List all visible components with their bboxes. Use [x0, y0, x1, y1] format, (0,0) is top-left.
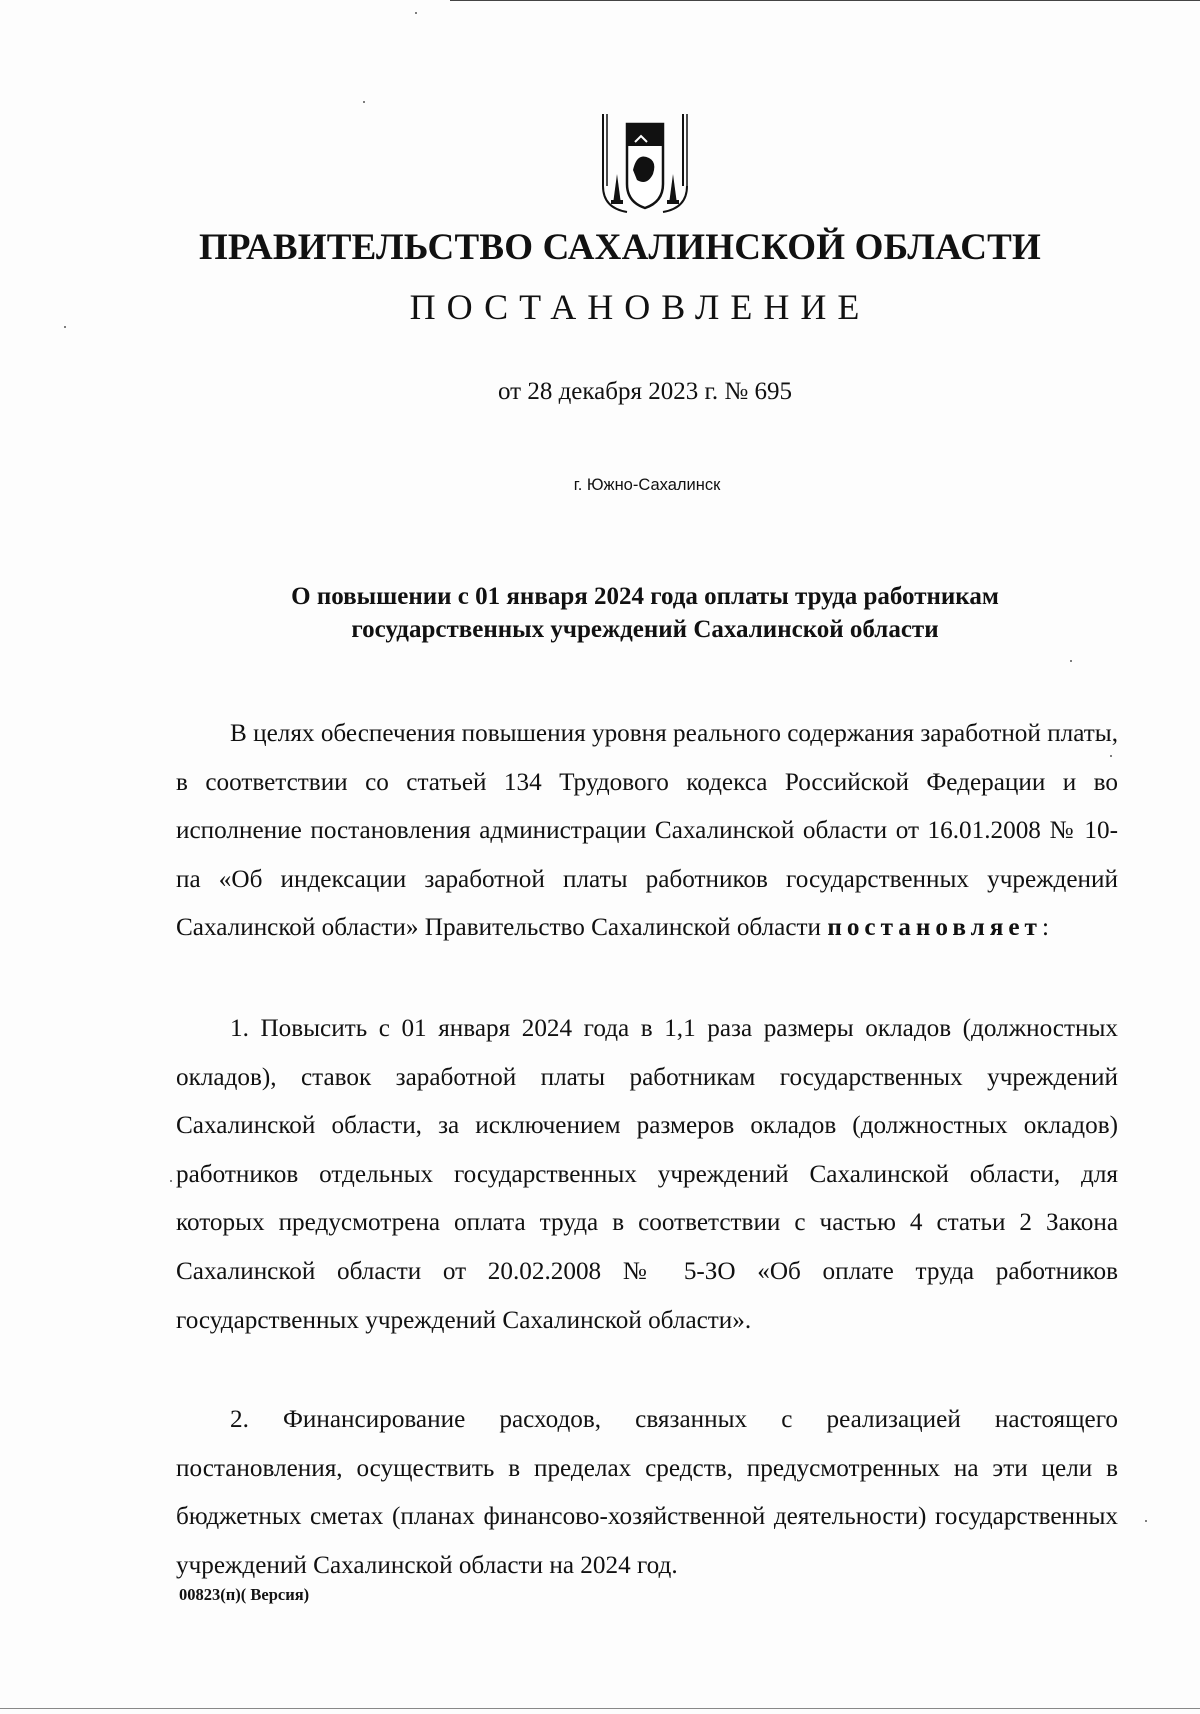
decree-word: постановляет: [827, 914, 1042, 942]
preamble-text: В целях обеспечения повышения уровня реального содержания заработной платы, в соответствии со статьей 134 Трудового кодекса Российской Федерации и во исполнение постановления администрации Сахалинской области от 16.01.2008 № 10-па «Об индексации заработной платы работников государственных учреждений Сахалинской области» Правительство Сахалинской области: [176, 720, 1118, 942]
preamble-paragraph: [176, 710, 1118, 953]
subject-line-2: государственных учреждений Сахалинской области: [351, 616, 939, 643]
item-2-paragraph: 2. Финансирование расходов, связанных с реализацией настоящего постановления, осуществить в пределах средств, предусмотренных на эти цели в бюджетных сметах (планах финансово-хозяйственной деятельности) государственных учреждений Сахалинской области на 2024 год.: [176, 1406, 1118, 1579]
scan-speck: [170, 1180, 172, 1182]
scan-speck: [1145, 1520, 1147, 1522]
item-1-paragraph: 1. Повысить с 01 января 2024 года в 1,1 раза размеры окладов (должностных окладов), ставок заработной платы работникам государственных учреждений Сахалинской области, за исключением размеров окладов (должностных окладов) работников отдельных государственных учреждений Сахалинской области, для которых предусмотрена оплата труда в соответствии с частью 4 статьи 2 Закона Сахалинской области от 20.02.2008 № 5-ЗО «Об оплате труда работников государственных учреждений Сахалинской области».: [176, 1015, 1118, 1334]
footer-version-code: 00823(п)( Версия): [179, 1585, 310, 1604]
top-scan-line: [450, 0, 1200, 1]
decree-colon: :: [1041, 914, 1049, 942]
sakhalin-coat-of-arms-icon: [597, 112, 693, 216]
bottom-scan-line: [0, 1708, 1200, 1709]
subject-line-1: О повышении с 01 января 2024 года оплаты труда работникам: [291, 583, 999, 610]
document-type: ПОСТАНОВЛЕНИЕ: [409, 287, 871, 327]
scan-speck: [415, 12, 417, 14]
document-date-number: от 28 декабря 2023 г. № 695: [497, 378, 793, 405]
scan-speck: [363, 101, 365, 103]
document-subject: [180, 580, 1110, 646]
scan-speck: [1070, 660, 1072, 662]
government-title: ПРАВИТЕЛЬСТВО САХАЛИНСКОЙ ОБЛАСТИ: [198, 227, 1042, 268]
document-city: г. Южно-Сахалинск: [573, 476, 721, 494]
